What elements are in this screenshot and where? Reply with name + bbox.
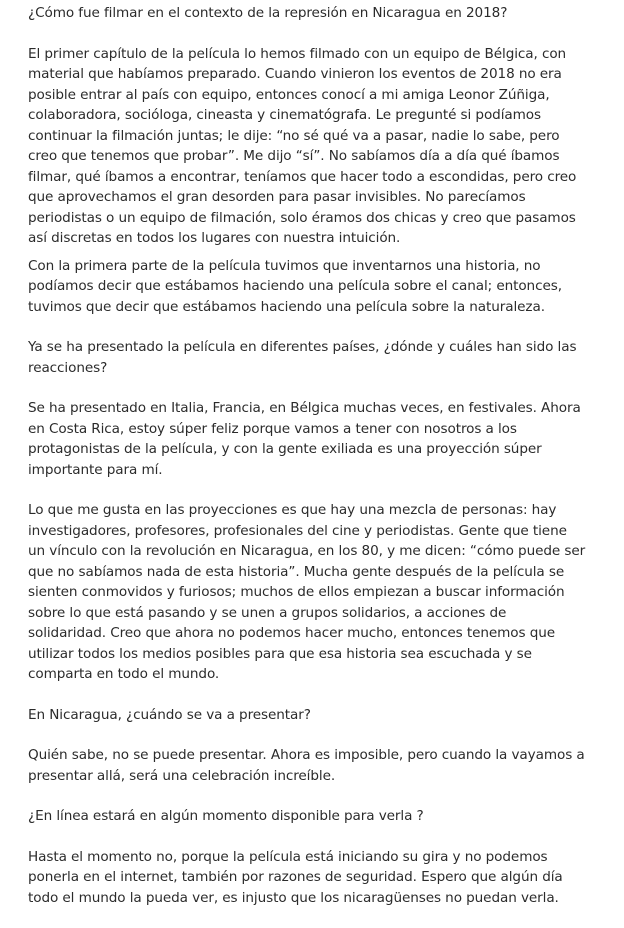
- interview-article: [28, 3, 588, 928]
- answer-filming-paragraph-1: El primer capítulo de la película lo hemos filmado con un equipo de Bélgica, con material que habíamos preparado. Cuando vinieron los eventos de 2018 no era posible entrar al país con equipo, entonces conocí a mi amiga Leonor Zúñiga, colaboradora, socióloga, cineasta y cinematógrafa. Le pregunté si podíamos continuar la filmación juntas; le dije: “no sé qué va a pasar, nadie lo sabe, pero creo que tenemos que probar”. Me dijo “sí”. No sabíamos día a día qué íbamos filmar, qué íbamos a encontrar, teníamos que hacer todo a escondidas, pero creo que aprovechamos el gran desorden para pasar invisibles. No parecíamos periodistas o un equipo de filmación, solo éramos dos chicas y creo que pasamos así discretas en todos los lugares con nuestra intuición.: [28, 45, 577, 246]
- answer-online-availability: Hasta el momento no, porque la película está iniciando su gira y no podemos ponerla en el internet, también por razones de seguridad. Espero que algún día todo el mundo la pueda ver, es injusto que los nicaragüenses no puedan verla.: [28, 848, 563, 906]
- answer-nicaragua-screening: Quién sabe, no se puede presentar. Ahora es imposible, pero cuando la vayamos a presentar allá, será una celebración increíble.: [28, 747, 585, 784]
- answer-reactions-paragraph-2: Lo que me gusta en las proyecciones es que hay una mezcla de personas: hay investigadores, profesores, profesionales del cine y periodistas. Gente que tiene un vínculo con la revolución en Nicaragua, en los 80, y me dicen: “cómo puede ser que no sabíamos nada de esta historia”. Mucha gente después de la película se sienten conmovidos y furiosos; muchos de ellos empiezan a buscar información sobre lo que está pasando y se unen a grupos solidarios, a acciones de solidaridad. Creo que ahora no podemos hacer mucho, entonces tenemos que utilizar todos los medios posibles para que esa historia sea escuchada y se comparta en todo el mundo.: [28, 502, 586, 682]
- question-nicaragua-screening: En Nicaragua, ¿cuándo se va a presentar?: [28, 706, 311, 723]
- answer-filming-paragraph-2: Con la primera parte de la película tuvimos que inventarnos una historia, no podíamos decir que estábamos haciendo una película sobre el canal; entonces, tuvimos que decir que estábamos haciendo una película sobre la naturaleza.: [28, 257, 562, 315]
- question-online-availability: ¿En línea estará en algún momento disponible para verla ?: [28, 808, 424, 824]
- question-reactions: Ya se ha presentado la película en diferentes países, ¿dónde y cuáles han sido las reacciones?: [28, 339, 577, 376]
- question-filming-2018: ¿Cómo fue filmar en el contexto de la represión en Nicaragua en 2018?: [28, 5, 508, 21]
- answer-reactions-paragraph-1: Se ha presentado en Italia, Francia, en Bélgica muchas veces, en festivales. Ahora en Costa Rica, estoy súper feliz porque vamos a tener con nosotros a los protagonistas de la película, y con la gente exiliada es una proyección súper importante para mí.: [28, 400, 581, 478]
